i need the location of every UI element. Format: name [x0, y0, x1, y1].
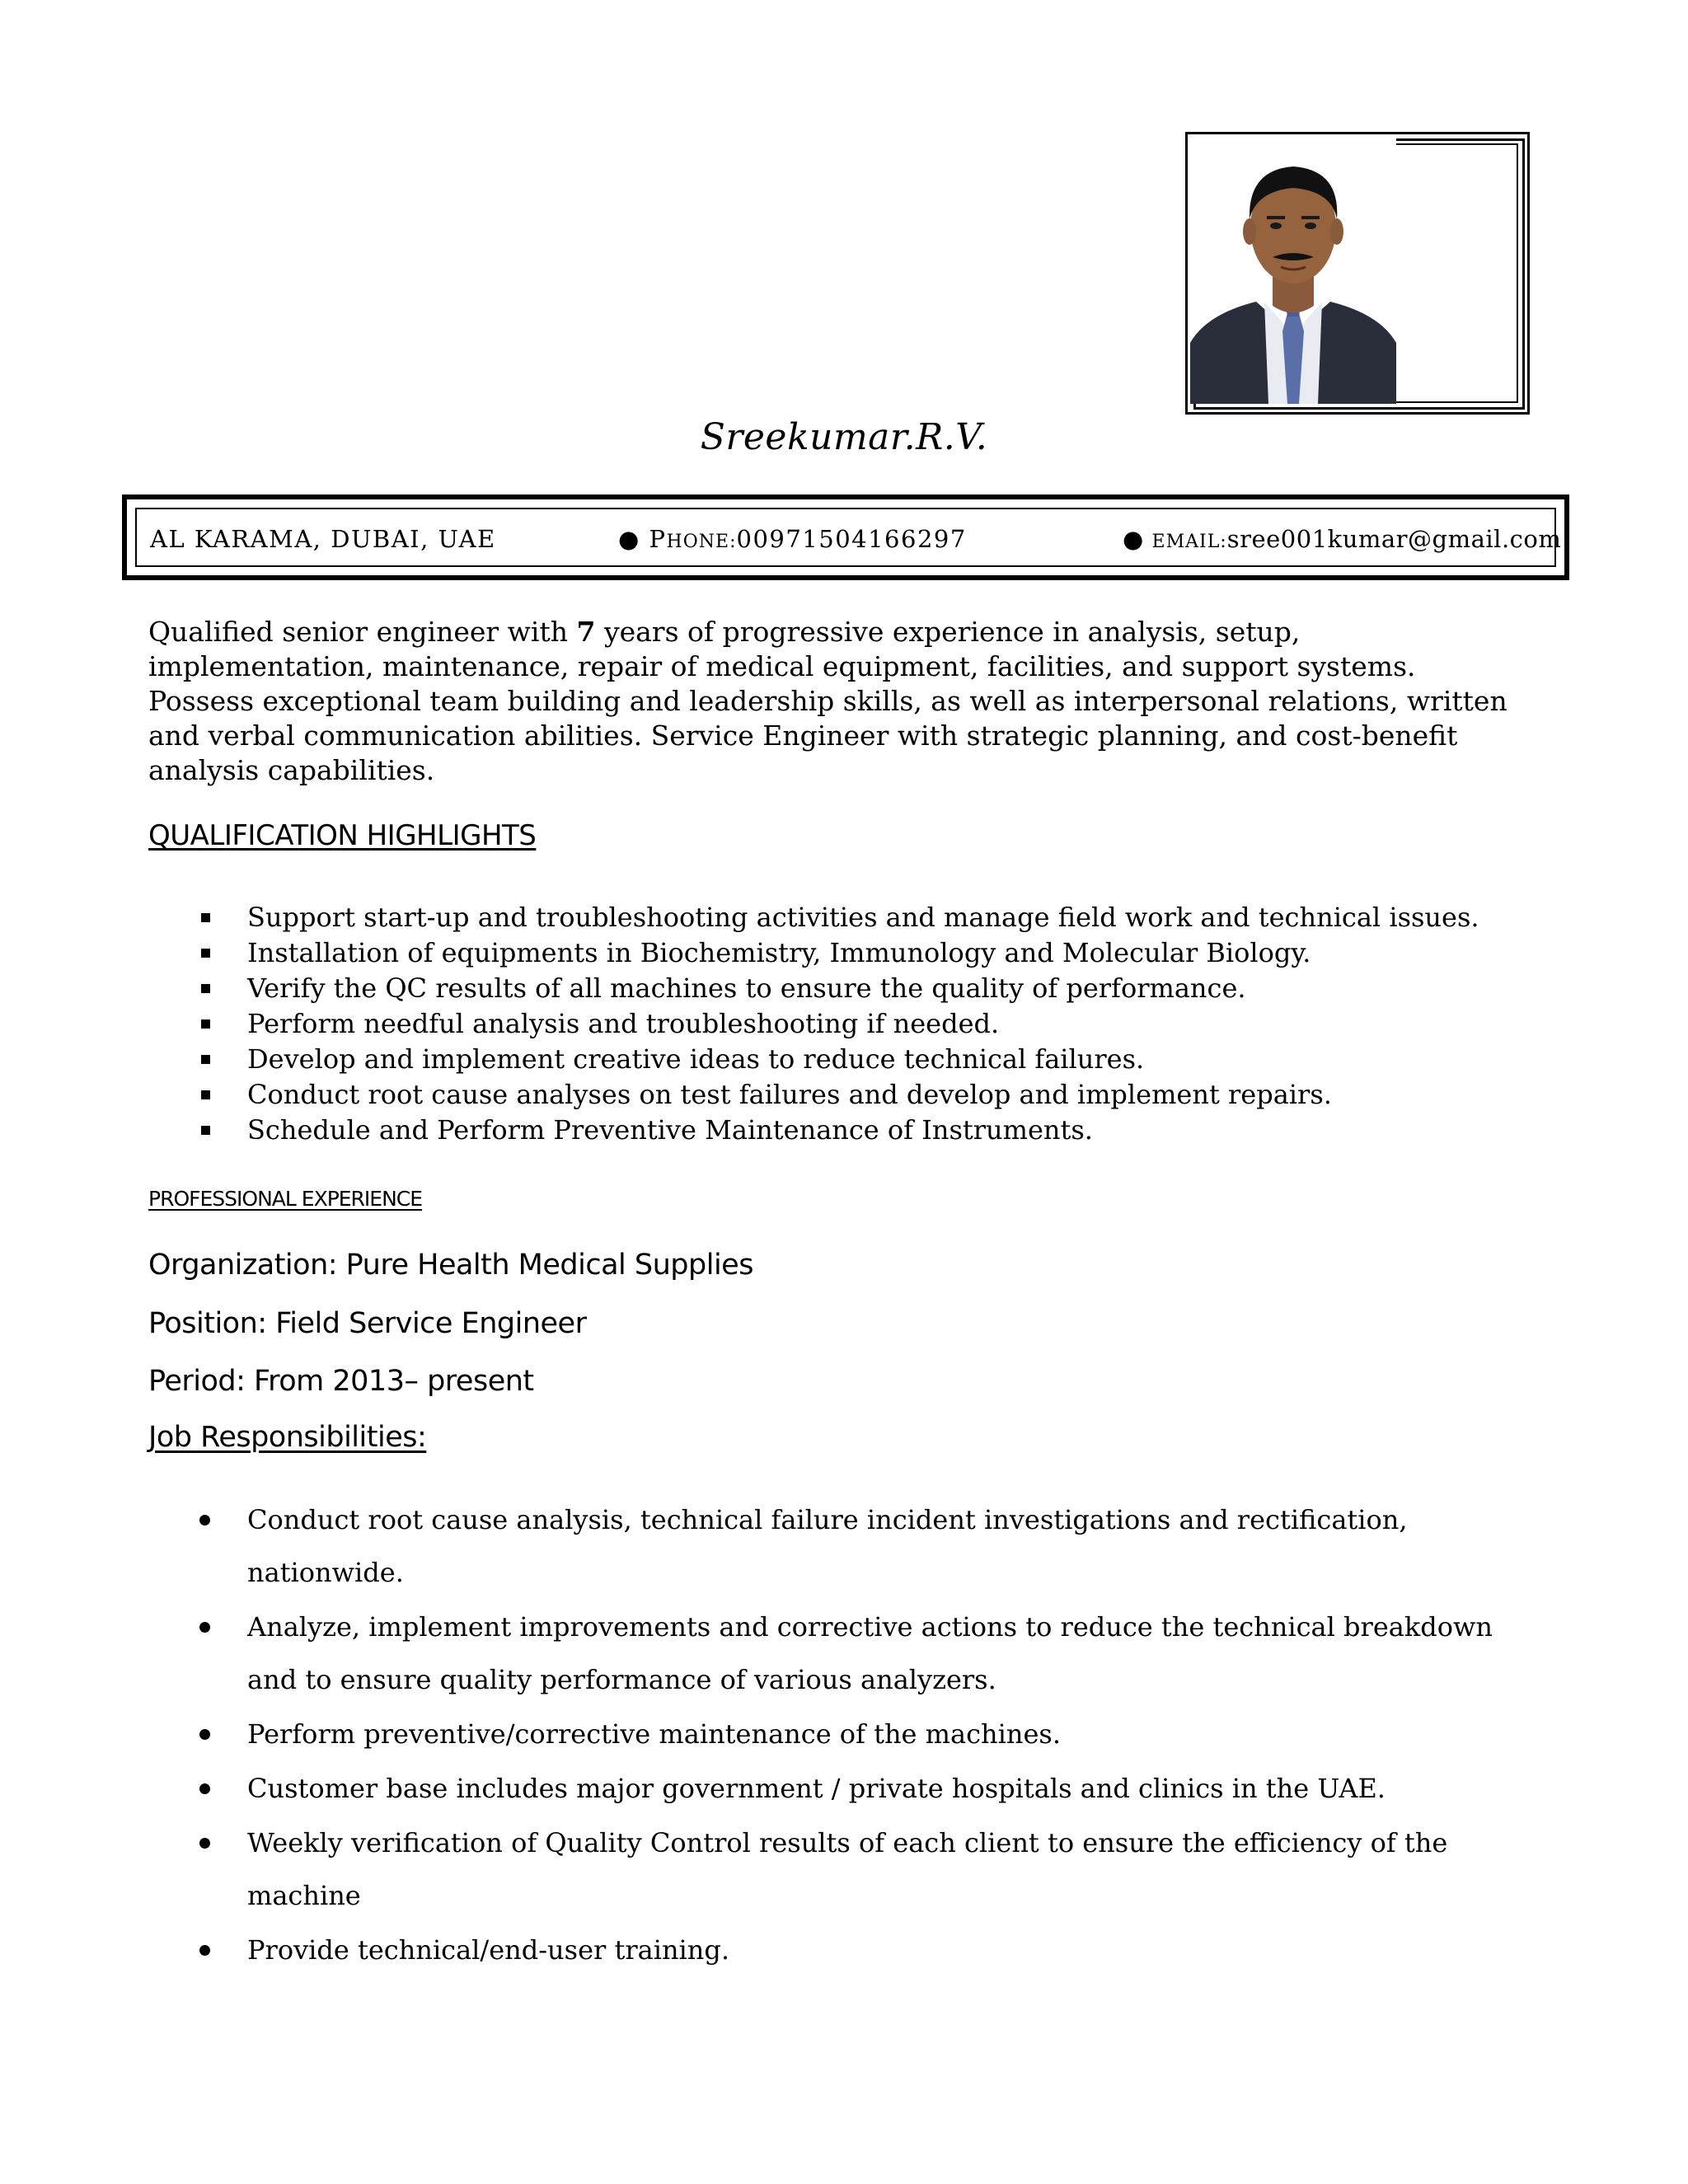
list-item — [198, 1042, 1599, 1077]
candidate-name: Sreekumar.R.V. — [700, 416, 988, 458]
list-item-text: Weekly verification of Quality Control results of each client to ensure the efficiency of the machine — [247, 1827, 1448, 1911]
profile-photo-frame — [1185, 132, 1531, 416]
phone-number: 00971504166297 — [736, 525, 967, 553]
email-prefix: ● — [1123, 525, 1152, 553]
email-label: EMAIL: — [1151, 532, 1227, 552]
square-bullet-icon — [201, 1090, 210, 1099]
email-address[interactable]: sree001kumar@gmail.com — [1226, 525, 1562, 553]
square-bullet-icon — [201, 949, 210, 958]
list-item-text: Conduct root cause analysis, technical failure incident investigations and rectification, nationwide. — [247, 1504, 1408, 1588]
summary-part-1: Qualified senior engineer with — [148, 616, 577, 648]
list-item-text: Provide technical/end-user training. — [247, 1934, 730, 1966]
contact-phone — [618, 525, 967, 553]
list-item — [198, 900, 1599, 935]
list-item-text: Schedule and Perform Preventive Maintenance of Instruments. — [247, 1114, 1093, 1146]
contact-bar — [122, 494, 1569, 580]
list-item-text: Perform needful analysis and troubleshooting if needed. — [247, 1008, 1000, 1039]
qualification-highlights-heading: QUALIFICATION HIGHLIGHTS — [148, 819, 537, 852]
contact-email — [1123, 525, 1561, 553]
summary-part-2: years of progressive experience in analysis, setup, implementation, maintenance, repair of medical equipment, facilities, and support systems. Possess exceptional team building and leadership skills, as well as interpersonal relations, written and verbal communication abilities. Service Engineer with strategic planning, and cost-benefit analysis capabilities. — [148, 616, 1507, 786]
organization-line: Organization: Pure Health Medical Supplies — [148, 1249, 753, 1282]
job-responsibilities-list — [198, 1493, 1550, 1978]
round-bullet-icon — [199, 1622, 210, 1633]
contact-address: AL KARAMA, DUBAI, UAE — [150, 525, 496, 553]
list-item — [198, 971, 1599, 1006]
round-bullet-icon — [199, 1515, 210, 1526]
list-item — [198, 1708, 1550, 1760]
phone-prefix: ● P — [618, 525, 667, 553]
square-bullet-icon — [201, 984, 210, 993]
phone-label: HONE: — [666, 532, 737, 552]
list-item — [198, 1924, 1550, 1976]
list-item — [198, 1077, 1599, 1113]
round-bullet-icon — [199, 1945, 210, 1956]
list-item-text: Perform preventive/corrective maintenance of the machines. — [247, 1718, 1061, 1750]
list-item-text: Support start-up and troubleshooting activities and manage field work and technical issues. — [247, 902, 1479, 933]
list-item — [198, 1601, 1550, 1706]
square-bullet-icon — [201, 1055, 210, 1064]
round-bullet-icon — [199, 1729, 210, 1740]
list-item-text: Conduct root cause analyses on test failures and develop and implement repairs. — [247, 1079, 1332, 1110]
list-item — [198, 1113, 1599, 1148]
qualification-highlights-list — [198, 900, 1599, 1148]
summary-years: 7 — [576, 616, 596, 648]
list-item-text: Verify the QC results of all machines to ensure the quality of performance. — [247, 972, 1246, 1004]
list-item — [198, 935, 1599, 971]
list-item-text: Installation of equipments in Biochemistry, Immunology and Molecular Biology. — [247, 937, 1311, 968]
square-bullet-icon — [201, 1019, 210, 1029]
list-item-text: Develop and implement creative ideas to reduce technical failures. — [247, 1043, 1145, 1075]
portrait-illustration — [1190, 137, 1396, 404]
square-bullet-icon — [201, 1126, 210, 1135]
professional-experience-heading: PROFESSIONAL EXPERIENCE — [148, 1187, 423, 1211]
professional-summary — [148, 615, 1517, 788]
list-item — [198, 1006, 1599, 1042]
position-line: Position: Field Service Engineer — [148, 1307, 587, 1340]
job-responsibilities-heading: Job Responsibilities: — [148, 1421, 427, 1454]
profile-photo — [1190, 137, 1396, 404]
square-bullet-icon — [201, 913, 210, 922]
round-bullet-icon — [199, 1838, 210, 1849]
period-line: Period: From 2013– present — [148, 1365, 534, 1398]
list-item — [198, 1816, 1550, 1922]
list-item — [198, 1493, 1550, 1599]
list-item-text: Customer base includes major government / private hospitals and clinics in the UAE. — [247, 1773, 1386, 1804]
list-item — [198, 1762, 1550, 1815]
list-item-text: Analyze, implement improvements and corrective actions to reduce the technical breakdown and to ensure quality performance of various analyzers. — [247, 1611, 1493, 1695]
round-bullet-icon — [199, 1783, 210, 1794]
